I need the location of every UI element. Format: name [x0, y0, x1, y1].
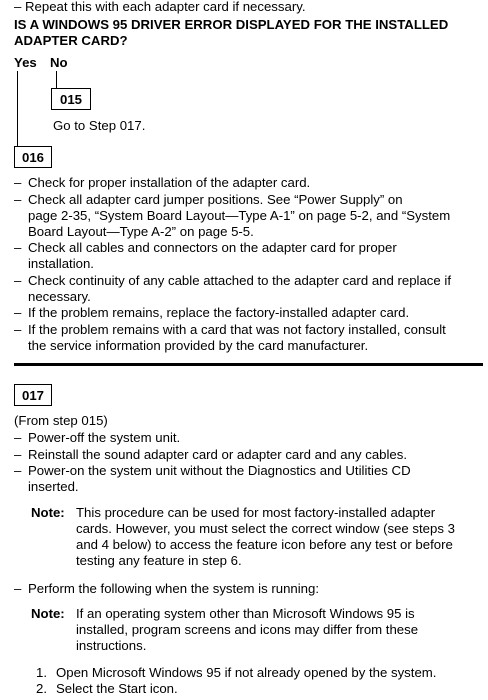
step-017-item-text: inserted. [28, 479, 79, 494]
section-divider [14, 363, 483, 366]
step-016-item-text: Board Layout—Type A-2” on page 5-5. [28, 223, 254, 239]
note-label: Note: [31, 505, 65, 520]
yes-flow-line [17, 71, 18, 146]
step-016-item-text: If the problem remains with a card that was not factory installed, consult [28, 321, 446, 337]
note-line: This procedure can be used for most factory-installed adapter [76, 505, 436, 520]
step-016-item-text: Check all cables and connectors on the adapter card for proper [28, 240, 397, 255]
dash-bullet: – [14, 446, 22, 462]
step-016-item-text: Check for proper installation of the adapter card. [28, 175, 311, 190]
dash-bullet: – [14, 463, 22, 478]
step-016-item-text: necessary. [28, 288, 91, 304]
note-label: Note: [31, 606, 65, 621]
step-017-item-text: Reinstall the sound adapter card or adapter card and any cables. [28, 446, 408, 462]
step-016-item-text: the service information provided by the card manufacturer. [28, 337, 369, 353]
dash-bullet: – [14, 430, 22, 445]
step-017-box: 017 [14, 384, 52, 406]
step-016-item-text: Check continuity of any cable attached to the adapter card and replace if [28, 272, 451, 288]
step-016-item-text: Check all adapter card jumper positions. See “Power Supply” on [28, 191, 403, 207]
perform-text: Perform the following when the system is running: [28, 581, 319, 596]
from-step-015: (From step 015) [14, 413, 108, 428]
dash-bullet: – [14, 191, 22, 207]
dash-bullet: – [14, 240, 22, 255]
question-line-2: ADAPTER CARD? [14, 33, 128, 48]
step-015-box: 015 [51, 88, 91, 110]
step-number: 1. [36, 665, 47, 680]
goto-step-017: Go to Step 017. [53, 118, 146, 133]
note-line: If an operating system other than Microsoft Windows 95 is [76, 606, 415, 621]
dash-bullet: – [14, 305, 22, 320]
dash-bullet: – [14, 581, 22, 596]
step-016-item-text: installation. [28, 256, 94, 271]
yes-label: Yes [14, 55, 37, 70]
step-017-item-text: Power-off the system unit. [28, 430, 181, 445]
no-flow-line [56, 71, 57, 88]
dash-bullet: – [14, 321, 22, 337]
no-label: No [50, 55, 68, 70]
step-016-item-text: If the problem remains, replace the factory-installed adapter card. [28, 305, 410, 320]
step-017-item-text: Power-on the system unit without the Diagnostics and Utilities CD [28, 463, 411, 478]
note-line: cards. However, you must select the correct window (see steps 3 [76, 521, 455, 536]
note-line: installed, program screens and icons may differ from these [76, 622, 419, 637]
dash-bullet: – [14, 272, 22, 288]
note-line: and 4 below) to access the feature icon before any test or before [76, 537, 453, 552]
note-line: instructions. [76, 638, 147, 653]
step-016-box: 016 [14, 146, 52, 168]
repeat-instruction: – Repeat this with each adapter card if necessary. [14, 0, 306, 14]
step-text: Open Microsoft Windows 95 if not already opened by the system. [56, 665, 437, 680]
dash-bullet: – [14, 175, 22, 190]
step-number: 2. [36, 681, 47, 696]
step-016-item-text: page 2-35, “System Board Layout—Type A-1” on page 5-2, and “System [28, 207, 451, 223]
note-line: testing any feature in step 6. [76, 553, 242, 568]
step-text: Select the Start icon. [56, 681, 178, 696]
question-line-1: IS A WINDOWS 95 DRIVER ERROR DISPLAYED FOR THE INSTALLED [14, 17, 449, 32]
